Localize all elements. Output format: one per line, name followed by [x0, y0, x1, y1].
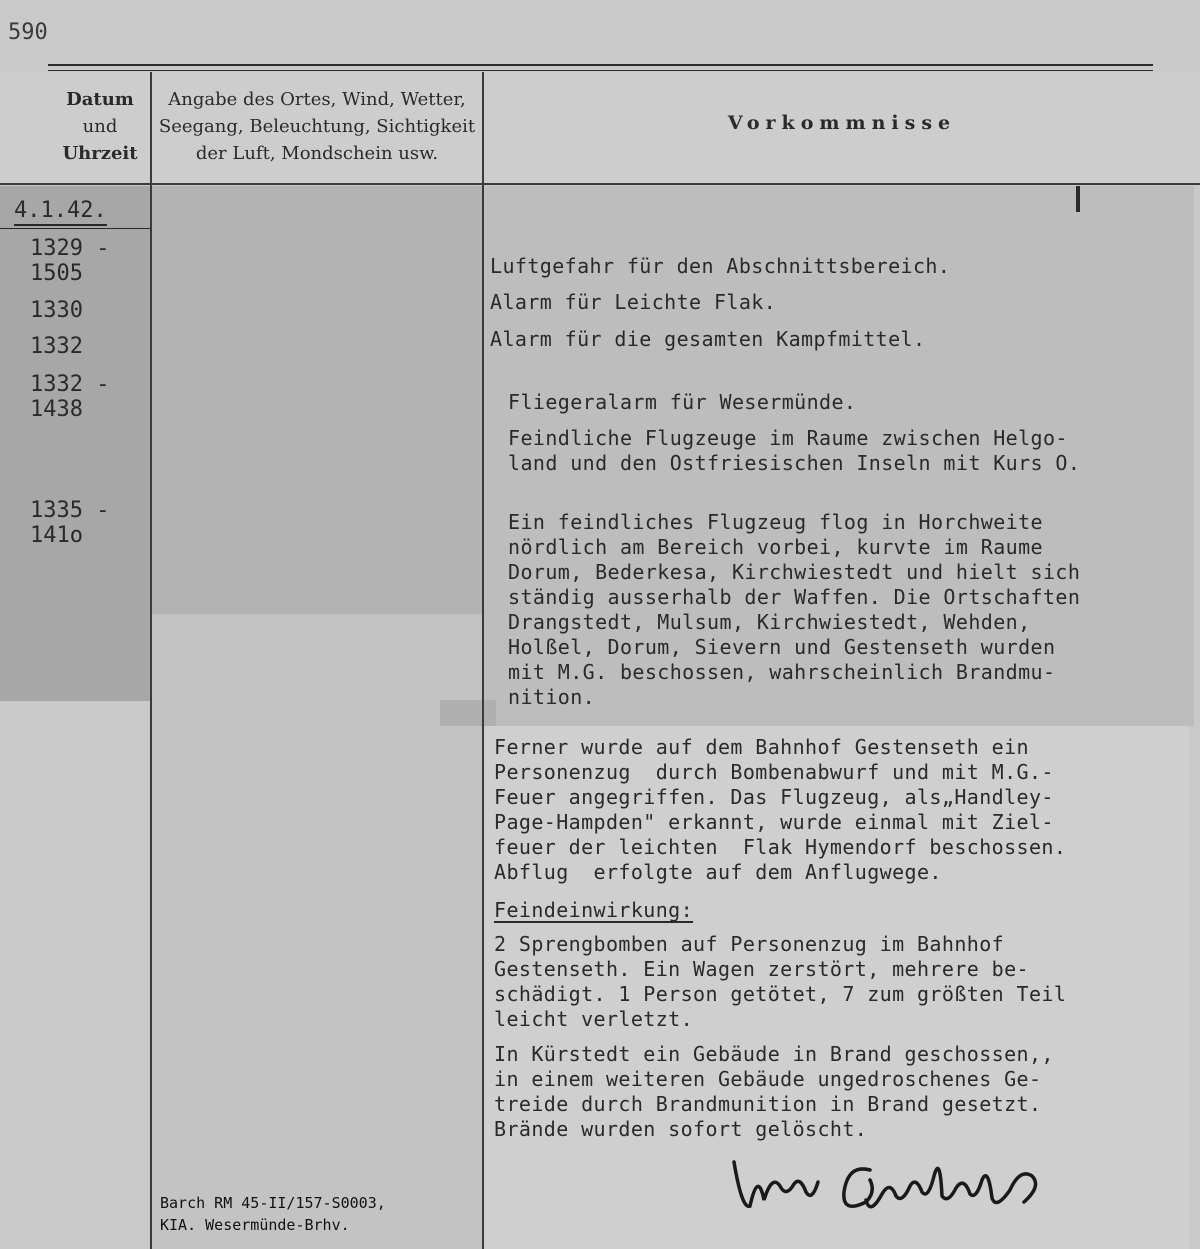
header-events-column: Vorkommnisse — [727, 112, 957, 134]
entry-2: Alarm für Leichte Flak. — [490, 290, 777, 314]
date-rule — [0, 228, 150, 229]
entry-8-heading: Feindeinwirkung: — [494, 898, 694, 922]
time-2: 1330 — [30, 298, 83, 323]
header-divider — [0, 183, 1200, 185]
entry-5: Feindliche Flugzeuge im Raume zwischen Helgo- land und den Ostfriesischen Inseln mit Kurs O. — [508, 426, 1081, 475]
entry-8: 2 Sprengbomben auf Personenzug im Bahnhof Gestenseth. Ein Wagen zerstört, mehrere be- schädigt. 1 Person getötet, 7 zum größten Teil leicht verletzt. — [494, 932, 1067, 1031]
entry-9: In Kürstedt ein Gebäude in Brand geschossen,, in einem weiteren Gebäude ungedroschenes Ge- treide durch Brandmunition in Brand gesetzt. Brände wurden sofort gelöscht. — [494, 1042, 1054, 1141]
entry-1: Luftgefahr für den Abschnittsbereich. — [490, 254, 951, 278]
scan-patch-join — [440, 700, 496, 726]
entry-3: Alarm für die gesamten Kampfmittel. — [490, 327, 926, 351]
scan-patch-place — [152, 186, 482, 614]
header-place-column: Angabe des Ortes, Wind, Wetter, Seegang, Beleuchtung, Sichtigkeit der Luft, Mondschein usw. — [158, 89, 476, 164]
entry-date: 4.1.42. — [14, 198, 107, 226]
signature-graphic — [720, 1140, 1100, 1220]
source-caption: Barch RM 45-II/157-S0003, KIA. Wesermünde-Brhv. — [160, 1194, 386, 1234]
column-divider-2 — [482, 72, 484, 1249]
entry-4: Fliegeralarm für Wesermünde. — [508, 390, 857, 414]
time-3: 1332 — [30, 334, 83, 359]
time-5: 1335 - 141o — [30, 498, 110, 548]
entry-6: Ein feindliches Flugzeug flog in Horchweite nördlich am Bereich vorbei, kurvte im Raume Dorum, Bederkesa, Kirchwiestedt und hielt sich ständig ausserhalb der Waffen. Die Ortschaften Drangstedt, Mulsum, Kirchwiestedt, Wehden, Holßel, Dorum, Sievern und Gestenseth wurden mit M.G. beschossen, wahrscheinlich Brandmu- nition. — [508, 510, 1081, 709]
page-number: 590 — [8, 20, 48, 45]
pen-mark — [1076, 186, 1080, 212]
time-4: 1332 - 1438 — [30, 372, 110, 422]
entry-7: Ferner wurde auf dem Bahnhof Gestenseth ein Personenzug durch Bombenabwurf und mit M.G.- Feuer angegriffen. Das Flugzeug, als„Handley- Page-Hampden" erkannt, wurde einmal mit Ziel- feuer der leichten Flak Hymendorf beschossen. Abflug erfolgte auf dem Anflugwege. — [494, 735, 1067, 884]
scan-patch-place-lower — [152, 614, 482, 1249]
header-date-column: Datum und Uhrzeit — [62, 89, 138, 164]
column-divider-1 — [150, 72, 152, 1249]
top-rule-thin — [48, 70, 1153, 71]
top-rule — [48, 64, 1153, 66]
time-1: 1329 - 1505 — [30, 236, 110, 286]
